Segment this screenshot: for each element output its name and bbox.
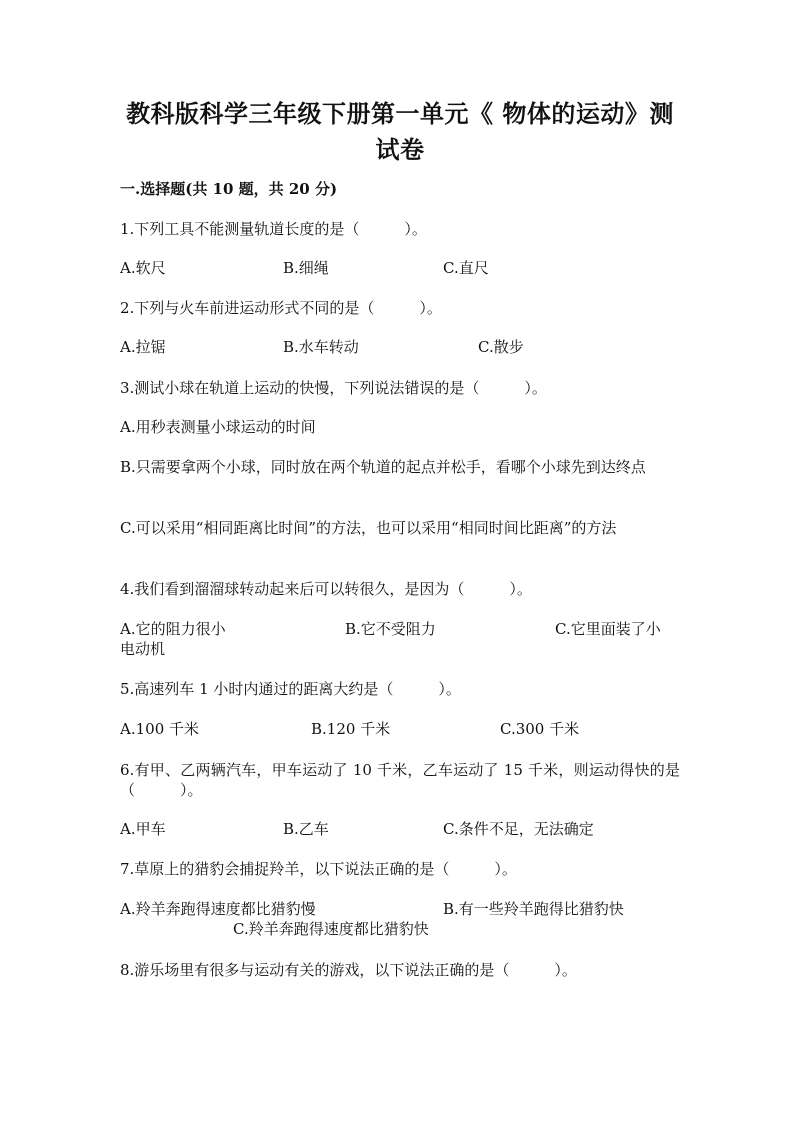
question-1-stem: 1.下列工具不能测量轨道长度的是（ ）。 [120,220,427,238]
question-3-option-a: A.用秒表测量小球运动的时间 [120,418,316,436]
question-5-option-b: B.120 千米 [311,720,391,738]
question-3-option-b: B.只需要拿两个小球，同时放在两个轨道的起点并松手，看哪个小球先到达终点 [120,458,646,476]
question-1-option-c: C.直尺 [443,259,489,277]
exam-title [110,96,690,168]
question-7-option-a: A.羚羊奔跑得速度都比猎豹慢 [120,900,316,918]
exam-title-line-2: 试卷 [375,135,425,164]
question-6-stem: 6.有甲、乙两辆汽车，甲车运动了 10 千米，乙车运动了 15 千米，则运动得快的是（ ）。 [120,761,680,799]
question-4-option-b: B.它不受阻力 [345,620,436,638]
question-2-option-c: C.散步 [478,338,524,356]
question-3-option-c: C.可以采用“相同距离比时间”的方法，也可以采用“相同时间比距离”的方法 [120,519,617,537]
question-7-stem: 7.草原上的猎豹会捕捉羚羊，以下说法正确的是（ ）。 [120,860,517,878]
question-7-option-c: C.羚羊奔跑得速度都比猎豹快 [233,920,429,938]
question-6-option-b: B.乙车 [283,820,329,838]
question-1-option-b: B.细绳 [283,259,329,277]
question-1-option-a: A.软尺 [120,259,166,277]
question-2-option-a: A.拉锯 [120,338,166,356]
question-6-option-c: C.条件不足，无法确定 [443,820,594,838]
question-2-option-b: B.水车转动 [283,338,359,356]
exam-title-line-1: 教科版科学三年级下册第一单元《 物体的运动》测 [126,99,674,128]
question-4-option-c: C.它里面装了小 [555,620,661,638]
question-3-stem: 3.测试小球在轨道上运动的快慢，下列说法错误的是（ ）。 [120,379,547,397]
question-5-option-c: C.300 千米 [500,720,580,738]
section-heading: 一.选择题(共 10 题，共 20 分) [120,180,338,198]
question-5-option-a: A.100 千米 [120,720,199,738]
question-6-option-a: A.甲车 [120,820,166,838]
question-4-option-a: A.它的阻力很小 [120,620,226,638]
question-5-stem: 5.高速列车 1 小时内通过的距离大约是（ ）。 [120,680,461,698]
question-7-option-b: B.有一些羚羊跑得比猎豹快 [443,900,624,918]
question-8-stem: 8.游乐场里有很多与运动有关的游戏，以下说法正确的是（ ）。 [120,961,577,979]
question-2-stem: 2.下列与火车前进运动形式不同的是（ ）。 [120,299,442,317]
question-4-option-c-continued: 电动机 [120,640,166,658]
question-4-stem: 4.我们看到溜溜球转动起来后可以转很久，是因为（ ）。 [120,580,532,598]
